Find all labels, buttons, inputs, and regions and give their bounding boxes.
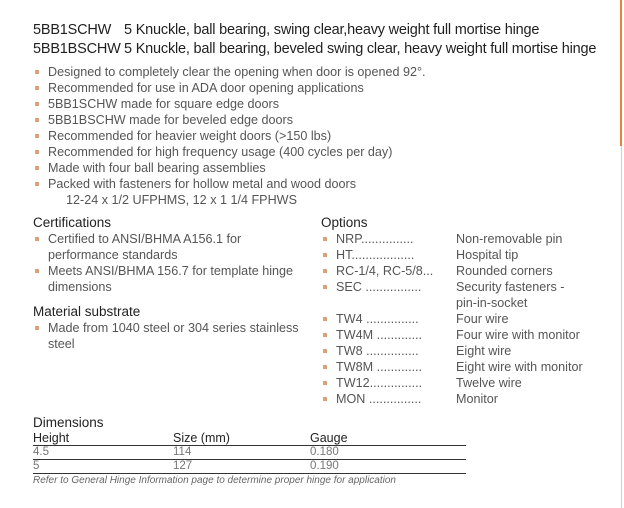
table-row bbox=[33, 446, 466, 460]
dimensions-table bbox=[33, 431, 466, 474]
product-code: 5BB1SCHW bbox=[33, 22, 112, 38]
option-item: TW4M ............. Four wire with monitor bbox=[321, 327, 601, 343]
list-item: 5BB1BSCHW made for beveled edge doors bbox=[33, 112, 593, 128]
list-item: Made from 1040 steel or 304 series stainless steel bbox=[33, 320, 303, 352]
option-item-continued: pin-in-socket bbox=[456, 296, 528, 310]
option-item: HT.................. Hospital tip bbox=[321, 247, 601, 263]
column-header: Gauge bbox=[310, 431, 466, 446]
list-item-sub: 12-24 x 1/2 UFPHMS, 12 x 1 1/4 FPHWS bbox=[66, 193, 297, 207]
option-item: TW12............... Twelve wire bbox=[321, 375, 601, 391]
title-row bbox=[33, 21, 596, 40]
list-item: Designed to completely clear the opening when door is opened 92°. bbox=[33, 64, 593, 80]
table-cell: 4.5 bbox=[33, 446, 173, 460]
table-header-row bbox=[33, 431, 466, 446]
column-header: Size (mm) bbox=[173, 431, 310, 446]
edge-divider bbox=[621, 146, 622, 508]
product-description: 5 Knuckle, ball bearing, swing clear,heavy weight full mortise hinge bbox=[124, 22, 540, 38]
option-item: NRP............... Non-removable pin bbox=[321, 231, 601, 247]
section-heading: Dimensions bbox=[33, 415, 104, 430]
list-item: Recommended for high frequency usage (400 cycles per day) bbox=[33, 144, 593, 160]
footnote: Refer to General Hinge Information page to determine proper hinge for application bbox=[33, 475, 396, 486]
product-description: 5 Knuckle, ball bearing, beveled swing clear, heavy weight full mortise hinge bbox=[124, 41, 597, 57]
option-item: SEC ................ Security fasteners - bbox=[321, 279, 601, 295]
table-cell: 5 bbox=[33, 460, 173, 474]
section-heading: Material substrate bbox=[33, 304, 141, 319]
list-item: Certified to ANSI/BHMA A156.1 for performance standards bbox=[33, 231, 303, 263]
list-item: Recommended for heavier weight doors (>150 lbs) bbox=[33, 128, 593, 144]
column-header: Height bbox=[33, 431, 173, 446]
table-row bbox=[33, 460, 466, 474]
material-section bbox=[33, 303, 303, 352]
list-item: Meets ANSI/BHMA 156.7 for template hinge dimensions bbox=[33, 263, 303, 295]
section-heading: Options bbox=[321, 215, 368, 230]
options-section bbox=[321, 214, 601, 407]
product-code: 5BB1BSCHW bbox=[33, 41, 121, 57]
table-cell: 127 bbox=[173, 460, 310, 474]
table-cell: 0.190 bbox=[310, 460, 466, 474]
list-item: Recommended for use in ADA door opening applications bbox=[33, 80, 593, 96]
list-item: 5BB1SCHW made for square edge doors bbox=[33, 96, 593, 112]
list-item: Made with four ball bearing assemblies bbox=[33, 160, 593, 176]
section-heading: Certifications bbox=[33, 215, 112, 230]
dimensions-section bbox=[33, 414, 466, 486]
option-item: RC-1/4, RC-5/8... Rounded corners bbox=[321, 263, 601, 279]
table-cell: 0.180 bbox=[310, 446, 466, 460]
title-row bbox=[33, 40, 596, 59]
option-item: TW8 ............... Eight wire bbox=[321, 343, 601, 359]
list-item: Packed with fasteners for hollow metal and wood doors bbox=[33, 176, 593, 192]
option-item: MON ............... Monitor bbox=[321, 391, 601, 407]
edge-accent-bar bbox=[620, 0, 622, 146]
certifications-section bbox=[33, 214, 303, 295]
features-list bbox=[33, 64, 593, 208]
option-item: TW8M ............. Eight wire with monitor bbox=[321, 359, 601, 375]
product-titles bbox=[33, 21, 596, 59]
option-item: TW4 ............... Four wire bbox=[321, 311, 601, 327]
table-cell: 114 bbox=[173, 446, 310, 460]
